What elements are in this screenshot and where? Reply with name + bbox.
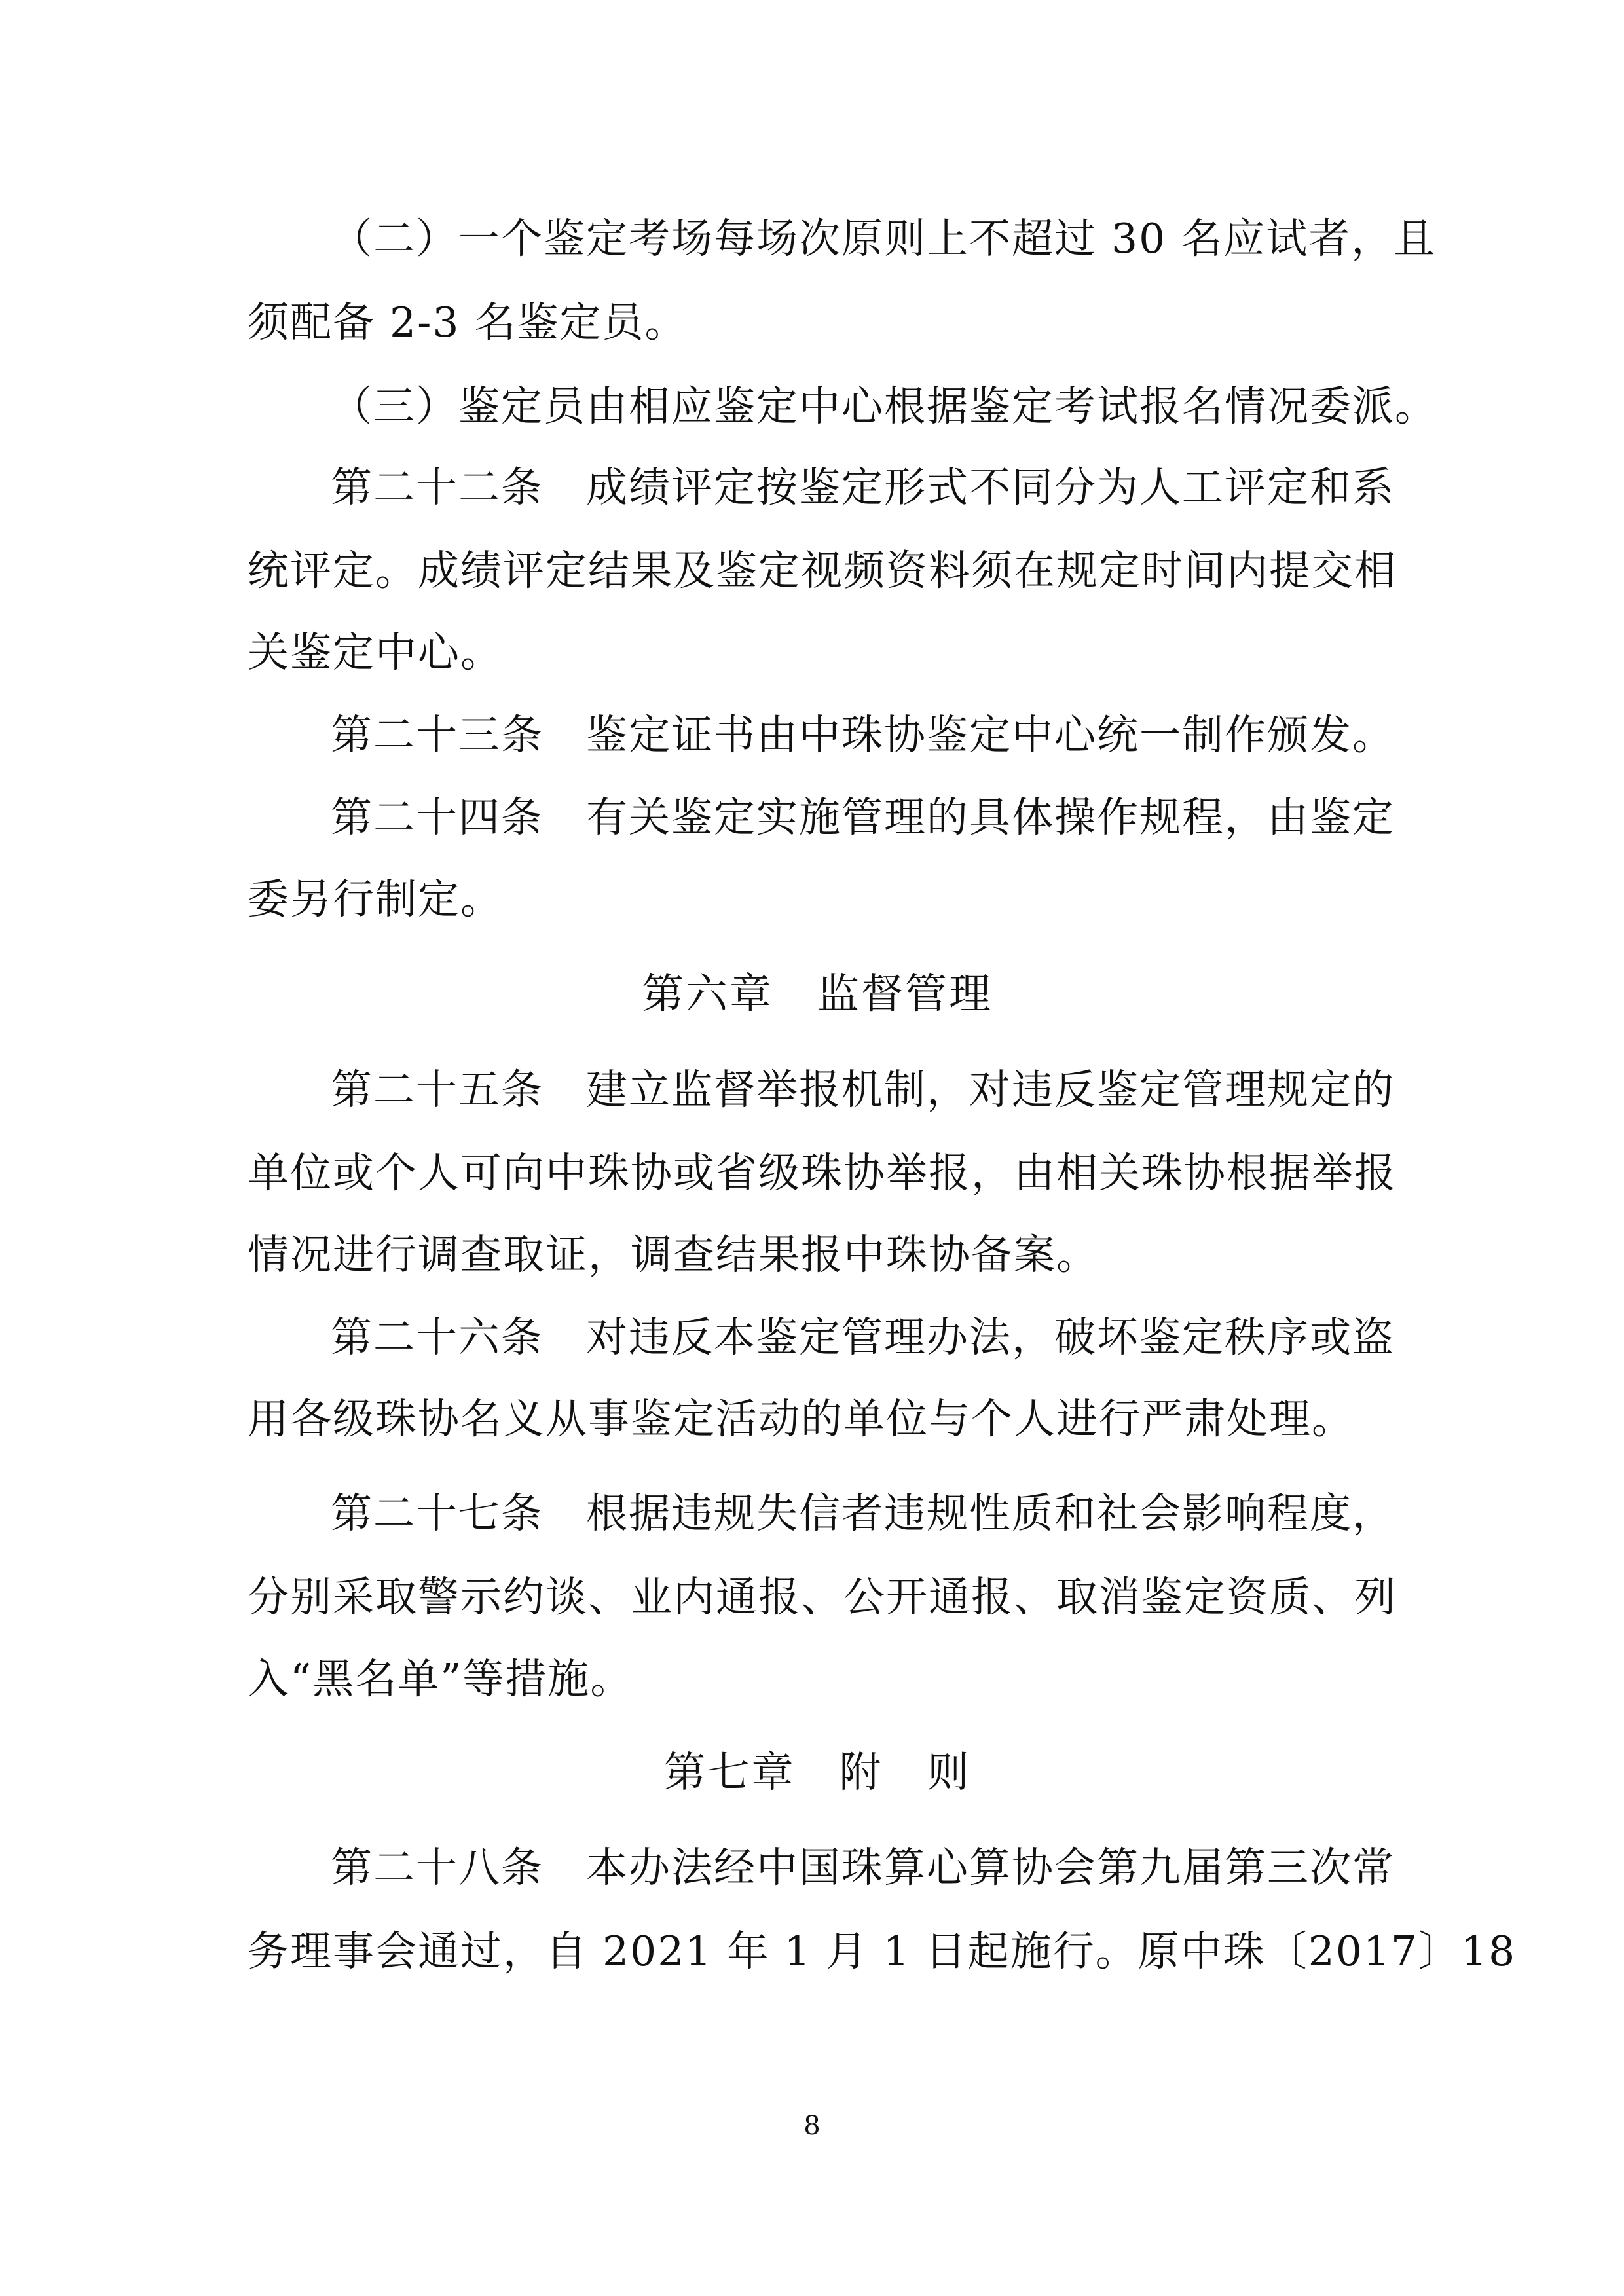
text-line: 委另行制定。	[248, 875, 503, 923]
text-line: 须配备 2-3 名鉴定员。	[248, 299, 688, 346]
page-number: 8	[803, 2111, 821, 2141]
chapter-heading: 第七章 附 则	[663, 1749, 971, 1797]
text-line: （二）一个鉴定考场每场次原则上不超过 30 名应试者，且	[331, 215, 1437, 263]
chapter-heading: 第六章 监督管理	[642, 970, 993, 1019]
text-line: 务理事会通过，自 2021 年 1 月 1 日起施行。原中珠〔2017〕18	[248, 1927, 1517, 1975]
text-line: 关鉴定中心。	[248, 629, 503, 676]
text-line: 第二十六条 对违反本鉴定管理办法，破坏鉴定秩序或盗	[331, 1313, 1395, 1361]
text-line: 情况进行调查取证，调查结果报中珠协备案。	[248, 1231, 1099, 1279]
text-line: 统评定。成绩评定结果及鉴定视频资料须在规定时间内提交相	[248, 547, 1397, 594]
text-line: 分别采取警示约谈、业内通报、公开通报、取消鉴定资质、列	[248, 1573, 1397, 1621]
text-line: 第二十八条 本办法经中国珠算心算协会第九届第三次常	[331, 1844, 1395, 1891]
text-line: 入“黑名单”等措施。	[248, 1655, 633, 1703]
text-line: 第二十七条 根据违规失信者违规性质和社会影响程度，	[331, 1489, 1395, 1537]
text-line: 第二十四条 有关鉴定实施管理的具体操作规程，由鉴定	[331, 793, 1395, 841]
text-line: 单位或个人可向中珠协或省级珠协举报，由相关珠协根据举报	[248, 1149, 1397, 1197]
text-line: 第二十三条 鉴定证书由中珠协鉴定中心统一制作颁发。	[331, 711, 1395, 759]
text-line: 用各级珠协名义从事鉴定活动的单位与个人进行严肃处理。	[248, 1395, 1354, 1443]
text-line: 第二十五条 建立监督举报机制，对违反鉴定管理规定的	[331, 1066, 1395, 1114]
text-line: （三）鉴定员由相应鉴定中心根据鉴定考试报名情况委派。	[331, 382, 1437, 430]
text-line: 第二十二条 成绩评定按鉴定形式不同分为人工评定和系	[331, 464, 1395, 511]
